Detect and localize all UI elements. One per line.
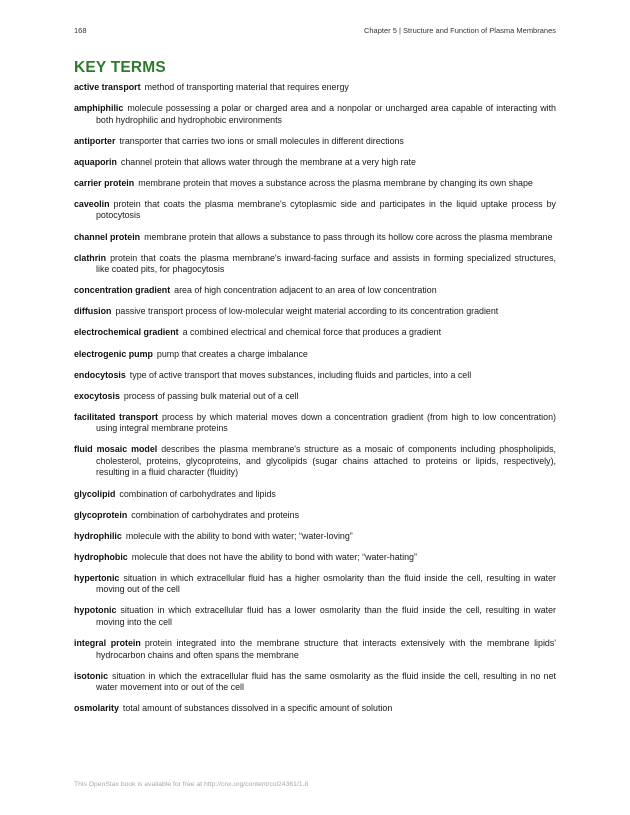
term-definition: total amount of substances dissolved in a specific amount of solution	[122, 703, 393, 714]
term-name: electrogenic pump	[74, 348, 153, 359]
term-definition: pump that creates a charge imbalance	[156, 348, 308, 359]
term-name: facilitated transport	[74, 411, 159, 422]
key-term-entry	[74, 391, 556, 403]
key-term-entry	[74, 306, 556, 318]
term-name: carrier protein	[74, 177, 135, 188]
term-name: concentration gradient	[74, 285, 171, 296]
term-definition: passive transport process of low-molecular weight material according to its concentration gradient	[115, 306, 499, 317]
section-title: KEY TERMS	[74, 59, 166, 76]
term-definition: method of transporting material that requires energy	[144, 82, 349, 92]
term-definition: area of high concentration adjacent to an area of low concentration	[174, 285, 437, 296]
page-footer: This OpenStax book is available for free at http://cnx.org/content/col24361/1.8	[74, 781, 309, 788]
key-term-entry	[74, 103, 556, 126]
key-term-entry	[74, 82, 556, 94]
term-definition: combination of carbohydrates and proteins	[131, 509, 300, 520]
key-term-entry	[74, 444, 556, 479]
key-term-entry	[74, 157, 556, 169]
term-name: integral protein	[74, 638, 141, 649]
term-name: aquaporin	[74, 156, 117, 167]
key-term-entry	[74, 253, 556, 276]
term-definition: process of passing bulk material out of a cell	[123, 390, 299, 401]
key-term-entry	[74, 638, 556, 661]
key-term-entry	[74, 178, 556, 190]
term-name: osmolarity	[74, 703, 119, 714]
key-term-entry	[74, 349, 556, 361]
key-term-entry	[74, 232, 556, 244]
term-name: isotonic	[74, 670, 109, 681]
term-name: hypertonic	[74, 572, 120, 583]
page-header	[74, 26, 556, 38]
term-name: diffusion	[74, 306, 112, 317]
term-name: clathrin	[74, 252, 107, 263]
term-definition: situation in which extracellular fluid has a higher osmolarity than the fluid inside the cell, resulting in water moving out of the cell	[96, 572, 556, 595]
page-number: 168	[74, 26, 87, 35]
key-term-entry	[74, 199, 556, 222]
term-name: fluid mosaic model	[74, 444, 158, 455]
term-definition: membrane protein that allows a substance to pass through its hollow core across the plasma membrane	[144, 231, 553, 242]
term-definition: molecule possessing a polar or charged area and a nonpolar or uncharged area capable of interacting with both hydrophilic and hydrophobic environments	[96, 103, 556, 125]
term-definition: membrane protein that moves a substance across the plasma membrane by changing its own shape	[138, 177, 533, 188]
term-definition: process by which material moves down a concentration gradient (from high to low concentration) using integral membrane proteins	[96, 411, 556, 434]
term-definition: type of active transport that moves substances, including fluids and particles, into a cell	[129, 369, 472, 380]
key-term-entry	[74, 136, 556, 148]
term-definition: situation in which the extracellular fluid has the same osmolarity as the fluid inside the cell, resulting in no net water movement into or out of the cell	[96, 670, 556, 693]
term-definition: combination of carbohydrates and lipids	[119, 488, 276, 499]
term-definition: molecule that does not have the ability to bond with water; “water-hating”	[131, 551, 417, 562]
key-term-entry	[74, 573, 556, 596]
key-term-entry	[74, 552, 556, 564]
key-term-entry	[74, 370, 556, 382]
term-definition: channel protein that allows water through the membrane at a very high rate	[120, 156, 416, 167]
term-name: glycolipid	[74, 488, 116, 499]
key-term-entry	[74, 510, 556, 522]
term-definition: molecule with the ability to bond with water; “water-loving”	[125, 530, 353, 541]
term-name: endocytosis	[74, 369, 126, 380]
term-name: active transport	[74, 82, 141, 92]
term-name: hydrophobic	[74, 551, 128, 562]
term-definition: describes the plasma membrane's structure as a mosaic of components including phospholipids, cholesterol, proteins, glycoproteins, and glycolipids (sugar chains attached to proteins or lipids, respectively), resulting in a fluid character (fluidity)	[96, 444, 556, 478]
key-term-entry	[74, 605, 556, 628]
chapter-running-head: Chapter 5 | Structure and Function of Plasma Membranes	[363, 26, 556, 35]
term-definition: transporter that carries two ions or small molecules in different directions	[119, 135, 404, 146]
term-name: antiporter	[74, 135, 116, 146]
key-term-entry	[74, 671, 556, 694]
key-term-entry	[74, 412, 556, 435]
term-name: glycoprotein	[74, 509, 128, 520]
key-term-entry	[74, 327, 556, 339]
term-definition: situation in which extracellular fluid has a lower osmolarity than the fluid inside the cell, resulting in water moving into the cell	[96, 605, 556, 627]
key-term-entry	[74, 285, 556, 297]
key-terms-list	[74, 82, 556, 724]
term-name: exocytosis	[74, 390, 120, 401]
term-name: electrochemical gradient	[74, 327, 179, 338]
term-name: amphiphilic	[74, 103, 124, 114]
term-name: hypotonic	[74, 605, 117, 616]
key-term-entry	[74, 703, 556, 715]
term-name: caveolin	[74, 198, 110, 209]
term-name: hydrophilic	[74, 530, 122, 541]
term-name: channel protein	[74, 231, 141, 242]
key-term-entry	[74, 489, 556, 501]
term-definition: protein that coats the plasma membrane's cytoplasmic side and participates in the liquid uptake process by potocytosis	[96, 198, 556, 221]
term-definition: protein that coats the plasma membrane's inward-facing surface and assists in forming specialized structures, like coated pits, for phagocytosis	[96, 252, 556, 275]
key-term-entry	[74, 531, 556, 543]
term-definition: a combined electrical and chemical force that produces a gradient	[182, 327, 442, 338]
term-definition: protein integrated into the membrane structure that interacts extensively with the membrane lipids' hydrocarbon chains and often spans the membrane	[96, 638, 556, 660]
